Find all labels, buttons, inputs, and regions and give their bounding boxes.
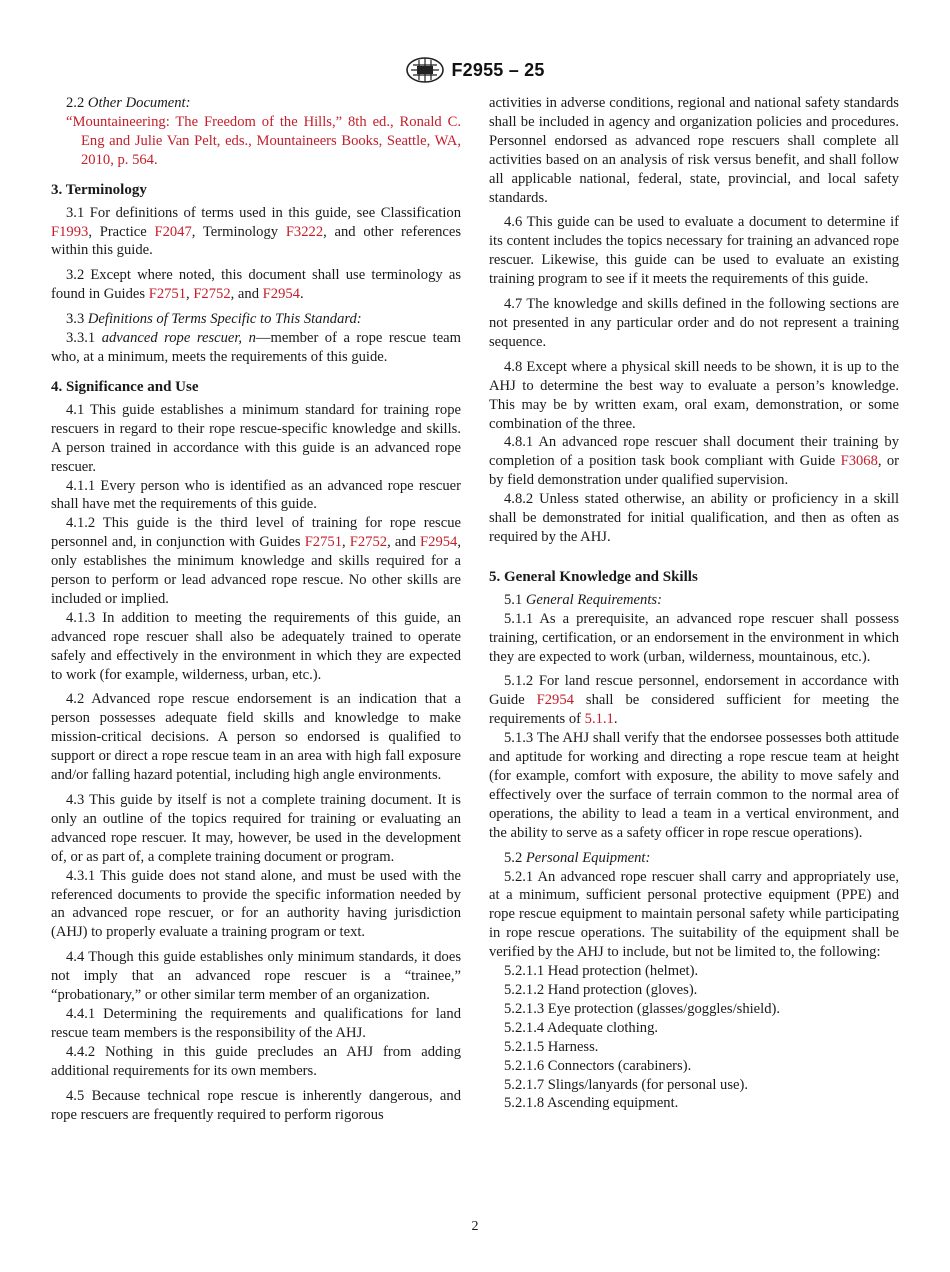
- section-4-1-2: 4.1.2 This guide is the third level of training for rope rescue personnel and, in conjunction with Guides F2751, F2752, and F2954, only establishes the minimum knowledge and skills required for a person to perform or lead advanced rope rescue. No other skills are included or implied.: [51, 515, 461, 607]
- heading-significance: 4. Significance and Use: [51, 378, 199, 395]
- list-item: 5.2.1.4 Adequate clothing.: [504, 1019, 659, 1036]
- section-4-4: 4.4 Though this guide establishes only minimum standards, it does not imply that an advanced rope rescuer is a “trainee,” “probationary,” or other similar term member of an organization.: [51, 949, 461, 1004]
- page-number: 2: [471, 1219, 479, 1234]
- section-4-8: 4.8 Except where a physical skill needs to be shown, it is up to the AHJ to determine the best way to evaluate a person’s knowledge. This may be by written exam, oral exam, demonstration, or some combination of the three.: [489, 358, 899, 432]
- section-4-5-continued: activities in adverse conditions, regional and national safety standards shall be included in agency and organization policies and procedures. Personnel endorsed as advanced rope rescuers shall complete all activities based on an analysis of risk versus benefit, and shall follow all applicable national, federal, state, provincial, and local safety standards.: [489, 95, 899, 206]
- section-4-1-1: 4.1.1 Every person who is identified as an advanced rope rescuer shall have met the requirements of this guide.: [51, 477, 461, 513]
- list-item: 5.2.1.1 Head protection (helmet).: [504, 963, 699, 980]
- section-4-1: 4.1 This guide establishes a minimum standard for training rope rescuers in regard to their rope rescue-specific knowledge and skills. A person trained in accordance with this guide is an advanced rope rescuer.: [51, 401, 461, 475]
- section-4-8-2: 4.8.2 Unless stated otherwise, an ability or proficiency in a skill shall be demonstrated for initial qualification, and then as often as required by the AHJ.: [489, 491, 899, 545]
- section-5-1-3: 5.1.3 The AHJ shall verify that the endorsee possesses both attitude and aptitude for working and directing a rope rescue team at height (for example, comfort with exposure, the ability to move safely and effectively over the surface of terrain common to the normal area of operations, the ability to lead a team in a vertical environment, and the ability to serve as a safety officer in rope rescue operations).: [489, 730, 899, 841]
- section-5-2: 5.2 Personal Equipment:: [504, 849, 651, 866]
- heading-terminology: 3. Terminology: [51, 181, 147, 198]
- link-f2954[interactable]: F2954: [262, 286, 300, 303]
- section-4-6: 4.6 This guide can be used to evaluate a document to determine if its content includes the topics necessary for training an advanced rope rescuer. Likewise, this guide can be used to evaluate an existing training program to see if it meets the requirements of this guide.: [489, 214, 899, 288]
- section-2-2: 2.2 Other Document:: [66, 95, 191, 111]
- section-5-1-1: 5.1.1 As a prerequisite, an advanced rope rescuer shall possess training, certification, or an endorsement in the environment in which they are expected to work (urban, wilderness, mountainous, etc.).: [489, 610, 899, 665]
- section-4-4-2: 4.4.2 Nothing in this guide precludes an AHJ from adding additional requirements for its own members.: [51, 1043, 461, 1079]
- link-f2954[interactable]: F2954: [420, 534, 458, 551]
- link-f2954[interactable]: F2954: [536, 692, 574, 709]
- section-4-4-1: 4.4.1 Determining the requirements and qualifications for land rescue team members is the responsibility of the AHJ.: [51, 1005, 461, 1041]
- section-3-3: 3.3 Definitions of Terms Specific to This Standard:: [66, 311, 362, 328]
- astm-logo-icon: [405, 56, 445, 84]
- list-item: 5.2.1.7 Slings/lanyards (for personal use).: [504, 1076, 748, 1093]
- list-item: 5.2.1.6 Connectors (carabiners).: [504, 1057, 692, 1074]
- reference-mountaineering[interactable]: “Mountaineering: The Freedom of the Hills,” 8th ed., Ronald C. Eng and Julie Van Pelt, eds., Mountaineers Books, Seattle, WA, 2010, p. 564.: [66, 113, 461, 168]
- right-column: [489, 94, 899, 1113]
- list-item: 5.2.1.5 Harness.: [504, 1038, 599, 1055]
- link-f2751[interactable]: F2751: [304, 534, 342, 551]
- list-item: 5.2.1.2 Hand protection (gloves).: [504, 981, 698, 998]
- section-5-1: 5.1 General Requirements:: [504, 591, 662, 608]
- section-5-2-1: 5.2.1 An advanced rope rescuer shall carry and appropriately use, at a minimum, sufficient personal protective equipment (PPE) and rope rescue equipment to maintain personal safety while participating in rope rescue operations. The suitability of the equipment shall be verified by the AHJ to include, but not be limited to, the following:: [489, 868, 899, 961]
- left-column: [51, 94, 461, 1124]
- link-f2752[interactable]: F2752: [349, 534, 388, 551]
- link-f2751[interactable]: F2751: [148, 286, 187, 303]
- section-4-8-1: 4.8.1 An advanced rope rescuer shall document their training by completion of a position task book compliant with Guide F3068, or by field demonstration under qualified supervision.: [489, 434, 899, 489]
- heading-general-knowledge: 5. General Knowledge and Skills: [489, 568, 698, 585]
- link-f2047[interactable]: F2047: [154, 223, 192, 240]
- link-f3222[interactable]: F3222: [285, 223, 324, 240]
- link-f1993[interactable]: F1993: [51, 223, 89, 240]
- section-4-1-3: 4.1.3 In addition to meeting the requirements of this guide, an advanced rope rescuer shall also be adequately trained to operate safely and effectively in the environment in which they are expected to work (for example, wilderness, urban, etc.).: [51, 609, 461, 683]
- section-4-5: 4.5 Because technical rope rescue is inherently dangerous, and rope rescuers are frequently required to perform rigorous: [51, 1087, 461, 1123]
- section-4-2: 4.2 Advanced rope rescue endorsement is an indication that a person possesses adequate field skills and knowledge to make mission-critical decisions. A person so endorsed is qualified to support or direct a rope rescue team in an area with high fall exposure and/or falling hazard potential, including high angle environments.: [51, 691, 461, 784]
- section-4-7: 4.7 The knowledge and skills defined in the following sections are not presented in any particular order and do not represent a training sequence.: [489, 296, 899, 350]
- section-4-3: 4.3 This guide by itself is not a complete training document. It is only an outline of the topics required for training or evaluating an advanced rope rescuer. It may, however, be used in the development of, or as part of, a complete training document or program.: [51, 792, 461, 865]
- section-3-2: 3.2 Except where noted, this document shall use terminology as found in Guides F2751, F2752, and F2954.: [51, 267, 461, 303]
- section-3-1: 3.1 For definitions of terms used in this guide, see Classification F1993, Practice F2047, Terminology F3222, and other references within this guide.: [51, 204, 461, 259]
- list-item: 5.2.1.3 Eye protection (glasses/goggles/shield).: [504, 1000, 781, 1017]
- link-f2752[interactable]: F2752: [193, 286, 231, 303]
- document-designation: F2955 – 25: [451, 59, 545, 80]
- section-3-3-1: 3.3.1 advanced rope rescuer, n—member of a rope rescue team who, at a minimum, meets the requirements of this guide.: [51, 330, 461, 365]
- section-5-1-2: 5.1.2 For land rescue personnel, endorsement in accordance with Guide F2954 shall be considered sufficient for meeting the requirements of 5.1.1.: [489, 673, 899, 728]
- list-item: 5.2.1.8 Ascending equipment.: [504, 1095, 679, 1112]
- link-section-5-1-1[interactable]: 5.1.1: [584, 711, 614, 728]
- link-f3068[interactable]: F3068: [840, 453, 878, 470]
- section-4-3-1: 4.3.1 This guide does not stand alone, and must be used with the referenced documents to provide the specific information needed by an advanced rope rescuer, or for an authority having jurisdiction (AHJ) to properly evaluate a training program or text.: [51, 867, 461, 941]
- page-header: [0, 56, 950, 84]
